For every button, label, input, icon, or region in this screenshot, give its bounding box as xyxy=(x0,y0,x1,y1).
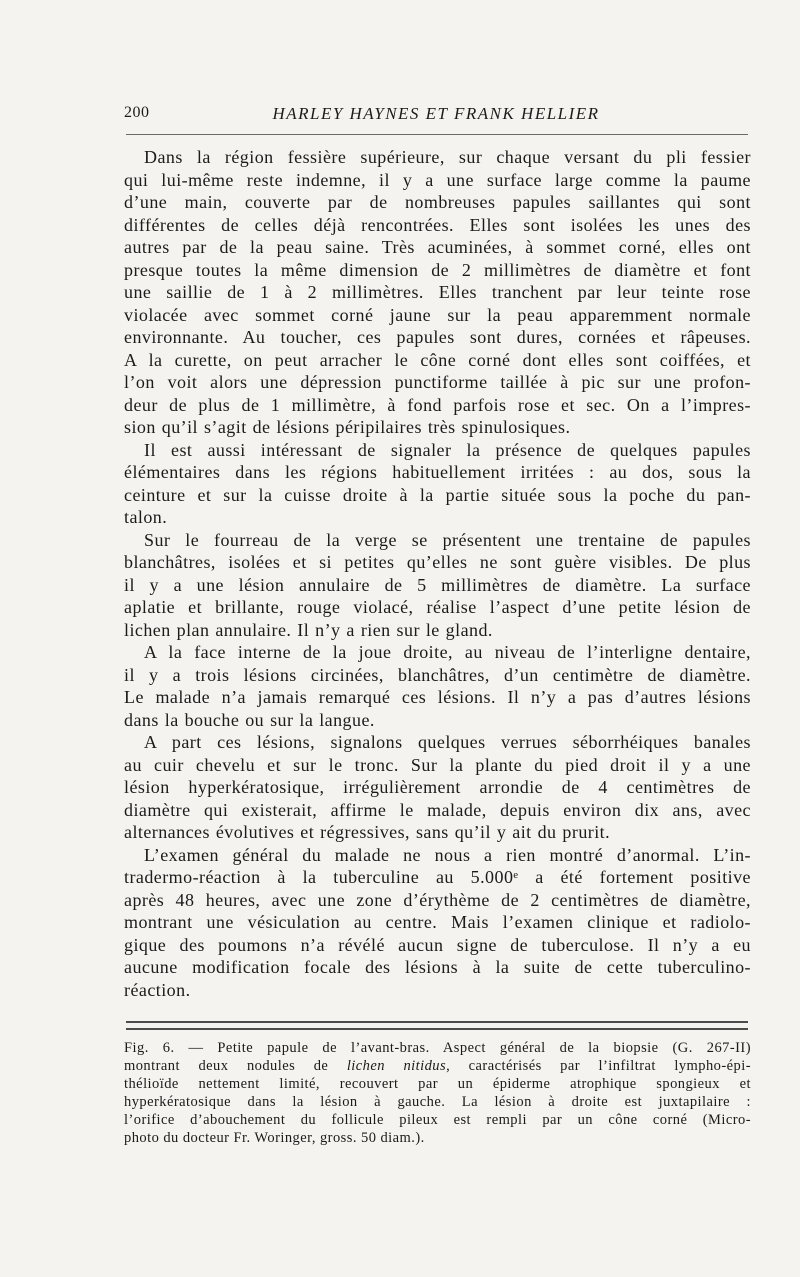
header-rule xyxy=(126,134,748,135)
text-line: élémentaires dans les régions habituellement irritées : au dos, sous la xyxy=(124,462,751,482)
text-line: diamètre qui existerait, affirme le malade, depuis environ dix ans, avec xyxy=(124,799,751,820)
text-line: il y a trois lésions circinées, blanchâtres, d’un centimètre de diamètre. xyxy=(124,664,751,685)
text-line: au cuir chevelu et sur le tronc. Sur la plante du pied droit il y a une xyxy=(124,754,751,775)
text-line: Dans la région fessière supérieure, sur chaque versant du pli fessier xyxy=(144,147,751,167)
text-line: Sur le fourreau de la verge se présentent une trentaine de papules xyxy=(144,529,751,550)
caption-line: l’orifice d’abouchement du follicule pileux est rempli par un cône corné (Micro- xyxy=(124,1112,751,1128)
caption-italic-term: lichen nitidus xyxy=(346,1058,447,1074)
text-line: l’on voit alors une dépression punctiforme taillée à pic sur une profon- xyxy=(124,372,751,392)
caption-separator-rule xyxy=(126,1021,748,1030)
text-line: alternances évolutives et régressives, sans qu’il y ait du prurit. xyxy=(124,822,611,842)
caption-text: , caractérisés par l’infiltrat lympho-épi- xyxy=(446,1058,751,1074)
text-line: deur de plus de 1 millimètre, à fond parfois rose et sec. On a l’impres- xyxy=(124,394,751,415)
body-paragraph xyxy=(124,146,751,439)
body-text xyxy=(124,146,751,1001)
page-number: 200 xyxy=(124,104,150,121)
caption-text: montrant deux nodules de xyxy=(124,1058,347,1074)
caption-line xyxy=(124,1057,751,1075)
text-line: tradermo-réaction à la tuberculine au 5.000ᵉ a été fortement positive xyxy=(124,867,751,887)
text-line: Il est aussi intéressant de signaler la présence de quelques papules xyxy=(144,439,751,460)
text-line: presque toutes la même dimension de 2 millimètres de diamètre et font xyxy=(124,259,751,280)
text-line: ceinture et sur la cuisse droite à la partie située sous la poche du pan- xyxy=(124,484,751,505)
figure-caption xyxy=(124,1039,751,1147)
text-line: il y a une lésion annulaire de 5 millimètres de diamètre. La surface xyxy=(124,574,751,595)
caption-line: thélioïde nettement limité, recouvert par un épiderme atrophique spongieux et xyxy=(124,1076,751,1092)
text-line: qui lui-même reste indemne, il y a une surface large comme la paume xyxy=(124,169,751,190)
text-line: d’une main, couverte par de nombreuses papules saillantes qui sont xyxy=(124,192,751,212)
running-title: HARLEY HAYNES ET FRANK HELLIER xyxy=(272,104,600,123)
text-line: gique des poumons n’a révélé aucun signe de tuberculose. Il n’y a eu xyxy=(124,934,751,955)
text-line: Le malade n’a jamais remarqué ces lésions. Il n’y a pas d’autres lésions xyxy=(124,687,751,707)
body-paragraph xyxy=(124,641,751,731)
text-line: réaction. xyxy=(124,979,191,1000)
text-line: L’examen général du malade ne nous a rien montré d’anormal. L’in- xyxy=(144,844,751,865)
body-paragraph xyxy=(124,731,751,844)
caption-line: Fig. 6. — Petite papule de l’avant-bras. Aspect général de la biopsie (G. 267-II) xyxy=(124,1040,751,1056)
body-paragraph xyxy=(124,439,751,529)
text-line: aucune modification focale des lésions à la suite de cette tuberculino- xyxy=(124,957,751,977)
text-line: talon. xyxy=(124,507,168,527)
text-line: environnante. Au toucher, ces papules sont dures, cornées et râpeuses. xyxy=(124,327,751,347)
text-line: A la curette, on peut arracher le cône corné dont elles sont coiffées, et xyxy=(124,349,751,370)
text-line: différentes de celles déjà rencontrées. Elles sont isolées les unes des xyxy=(124,214,751,235)
body-paragraph xyxy=(124,844,751,1002)
page-header xyxy=(124,104,748,130)
text-line: après 48 heures, avec une zone d’érythème de 2 centimètres de diamètre, xyxy=(124,889,751,910)
caption-line: photo du docteur Fr. Woringer, gross. 50 diam.). xyxy=(124,1130,425,1146)
text-line: A part ces lésions, signalons quelques verrues séborrhéiques banales xyxy=(144,732,751,752)
text-line: violacée avec sommet corné jaune sur la peau apparemment normale xyxy=(124,304,751,325)
caption-line: hyperkératosique dans la lésion à gauche. La lésion à droite est juxtapilaire : xyxy=(124,1094,751,1110)
text-line: sion qu’il s’agit de lésions péripilaires très spinulosiques. xyxy=(124,417,571,437)
text-line: A la face interne de la joue droite, au niveau de l’interligne dentaire, xyxy=(144,642,751,662)
text-line: montrant une vésiculation au centre. Mais l’examen clinique et radiolo- xyxy=(124,912,751,932)
text-line: lichen plan annulaire. Il n’y a rien sur le gland. xyxy=(124,619,493,640)
text-line: dans la bouche ou sur la langue. xyxy=(124,709,375,730)
text-line: lésion hyperkératosique, irrégulièrement arrondie de 4 centimètres de xyxy=(124,777,751,797)
body-paragraph xyxy=(124,529,751,642)
text-line: autres par de la peau saine. Très acuminées, à sommet corné, elles ont xyxy=(124,237,751,257)
text-line: aplatie et brillante, rouge violacé, réalise l’aspect d’une petite lésion de xyxy=(124,597,751,617)
text-line: blanchâtres, isolées et si petites qu’elles ne sont guère visibles. De plus xyxy=(124,552,751,572)
text-line: une saillie de 1 à 2 millimètres. Elles tranchent par leur teinte rose xyxy=(124,282,751,302)
